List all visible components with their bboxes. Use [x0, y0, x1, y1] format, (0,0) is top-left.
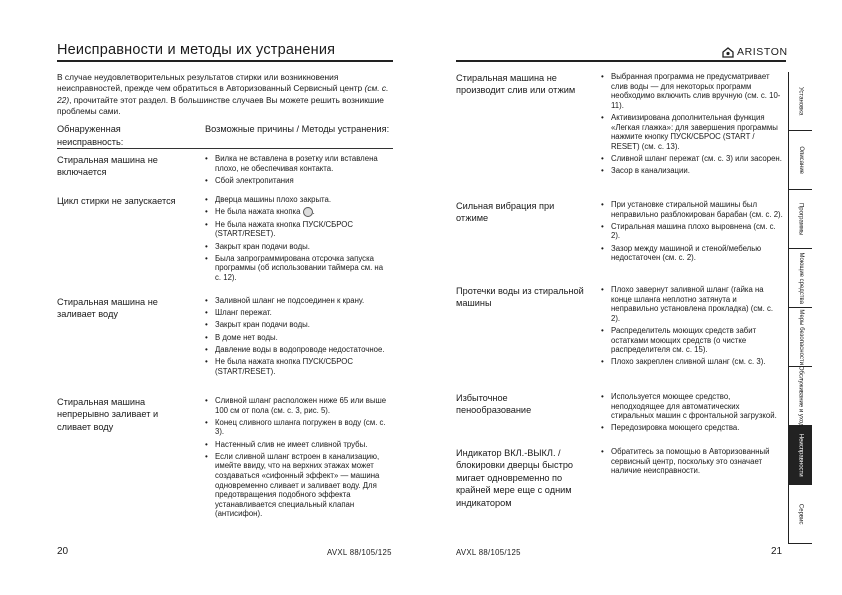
list-item: • Закрыт кран подачи воды.	[205, 320, 390, 330]
list-item: • Обратитесь за помощью в Авторизованный сервисный центр, поскольку это означает наличие неисправности.	[601, 447, 784, 476]
list-item: • Не была нажата кнопка ПУСК/СБРОС (START/RESET).	[205, 220, 390, 239]
tab-description[interactable]: Описание	[789, 131, 812, 190]
tab-maintenance[interactable]: Обслуживание и уход	[789, 367, 812, 426]
list-item: • В доме нет воды.	[205, 333, 390, 343]
list-item: • Настенный слив не имеет сливной трубы.	[205, 440, 390, 450]
problem-no-start: Цикл стирки не запускается	[57, 196, 176, 206]
causes-foam	[601, 392, 784, 436]
causes-no-water	[205, 296, 390, 379]
problem-no-water: Стиральная машина не заливает воду	[57, 297, 158, 320]
page-title: Неисправности и методы их устранения	[57, 42, 336, 58]
column-header-problem: Обнаруженная неисправность:	[57, 124, 124, 147]
problem-indicator-blinks: Индикатор ВКЛ.-ВЫКЛ. / блокировки дверцы быстро мигает одновременно по крайней мере еще с одним индикатором	[456, 448, 574, 508]
causes-fill-drain	[205, 396, 390, 522]
list-item: • Сливной шланг расположен ниже 65 или выше 100 см от пола (см. с. 3, рис. 5).	[205, 396, 390, 415]
list-item: • Была запрограммирована отсрочка запуска программы (об использовании таймера см. на с. 12).	[205, 254, 390, 283]
list-item: • Зазор между машиной и стеной/мебелью недостаточен (см. с. 2).	[601, 244, 784, 263]
brand-name: ARISTON	[737, 46, 788, 58]
list-item: • Если сливной шланг встроен в канализацию, имейте ввиду, что на верхних этажах может создаваться «сифонный эффект» — машина одновременно сливает и заливает воду. Для предотвращения подобного эффекта устанавливается специальный клапан (антисифон).	[205, 452, 390, 519]
ariston-house-icon	[722, 47, 734, 58]
column-header-cause: Возможные причины / Методы устранения:	[205, 124, 390, 134]
list-item: • Стиральная машина плохо выровнена (см. с. 2).	[601, 222, 784, 241]
right-header-rule	[456, 60, 786, 62]
section-tabs	[788, 72, 812, 544]
column-header-rule	[57, 148, 393, 149]
right-model: AVXL 88/105/125	[456, 548, 521, 557]
causes-leaks	[601, 285, 784, 370]
causes-no-power	[205, 154, 390, 188]
list-item: • Закрыт кран подачи воды.	[205, 242, 390, 252]
tab-troubleshooting[interactable]: Неисправности	[789, 426, 812, 485]
list-item: • Шланг пережат.	[205, 308, 390, 318]
list-item: • Используется моющее средство, неподходящее для автоматических стиральных машин с фронтальной загрузкой.	[601, 392, 784, 421]
left-model: AVXL 88/105/125	[327, 548, 392, 557]
list-item: • Засор в канализации.	[601, 166, 784, 176]
list-item: • Плохо завернут заливной шланг (гайка на конце шланга неплотно затянута и неправильно установлена прокладка) (см. с. 2).	[601, 285, 784, 323]
causes-no-start	[205, 195, 390, 285]
problem-leaks: Протечки воды из стиральной машины	[456, 286, 584, 309]
problem-foam: Избыточное пенообразование	[456, 393, 532, 416]
list-item: • Сливной шланг пережат (см. с. 3) или засорен.	[601, 154, 784, 164]
list-item: • Не была нажата кнопка ПУСК/СБРОС (START/RESET).	[205, 357, 390, 376]
intro-paragraph: В случае неудовлетворительных результатов стирки или возникновения неисправностей, прежде чем обратиться в Авторизованный Сервисный центр (см. с. 22), прочитайте этот раздел. В большинстве случаев Вы можете решить возникшие проблемы сами.	[57, 72, 389, 116]
problem-no-power: Стиральная машина не включается	[57, 155, 158, 178]
list-item: • Выбранная программа не предусматривает слив воды — для некоторых программ необходимо включить слив вручную (см. с. 10-11).	[601, 72, 784, 110]
left-page-number: 20	[57, 546, 69, 557]
tab-service[interactable]: Сервис	[789, 485, 812, 544]
tab-safety[interactable]: Меры безопасности	[789, 308, 812, 367]
right-page-number: 21	[771, 546, 783, 557]
causes-indicator-blinks	[601, 447, 784, 478]
causes-vibration	[601, 200, 784, 265]
list-item: • Активизирована дополнительная функция «Легкая глажка»: для завершения программы нажмите кнопку ПУСК/СБРОС (START / RESET) (см. с. 13).	[601, 113, 784, 151]
brand-logo	[722, 46, 788, 58]
tab-detergents[interactable]: Моющие средства	[789, 249, 812, 308]
tab-installation[interactable]: Установка	[789, 72, 812, 131]
problem-vibration: Сильная вибрация при отжиме	[456, 201, 555, 224]
list-item: • Распределитель моющих средств забит остатками моющих средств (о чистке распределителя см. с. 15).	[601, 326, 784, 355]
list-item: • Давление воды в водопроводе недостаточное.	[205, 345, 390, 355]
list-item: • Вилка не вставлена в розетку или вставлена плохо, не обеспечивая контакта.	[205, 154, 390, 173]
power-button-icon	[303, 207, 313, 217]
list-item: • Дверца машины плохо закрыта.	[205, 195, 390, 205]
list-item: • При установке стиральной машины был неправильно разблокирован барабан (см. с. 2).	[601, 200, 784, 219]
causes-no-drain	[601, 72, 784, 178]
problem-fill-drain: Стиральная машина непрерывно заливает и сливает воду	[57, 397, 159, 432]
list-item: • Плохо закреплен сливной шланг (см. с. 3).	[601, 357, 784, 367]
list-item: • Сбой электропитания	[205, 176, 390, 186]
list-item: • Не была нажата кнопка .	[205, 207, 390, 217]
problem-no-drain: Стиральная машина не производит слив или отжим	[456, 73, 576, 96]
list-item: • Конец сливного шланга погружен в воду (см. с. 3).	[205, 418, 390, 437]
left-header-rule	[57, 60, 393, 62]
list-item: • Передозировка моющего средства.	[601, 423, 784, 433]
tab-programs[interactable]: Программы	[789, 190, 812, 249]
list-item: • Заливной шланг не подсоединен к крану.	[205, 296, 390, 306]
